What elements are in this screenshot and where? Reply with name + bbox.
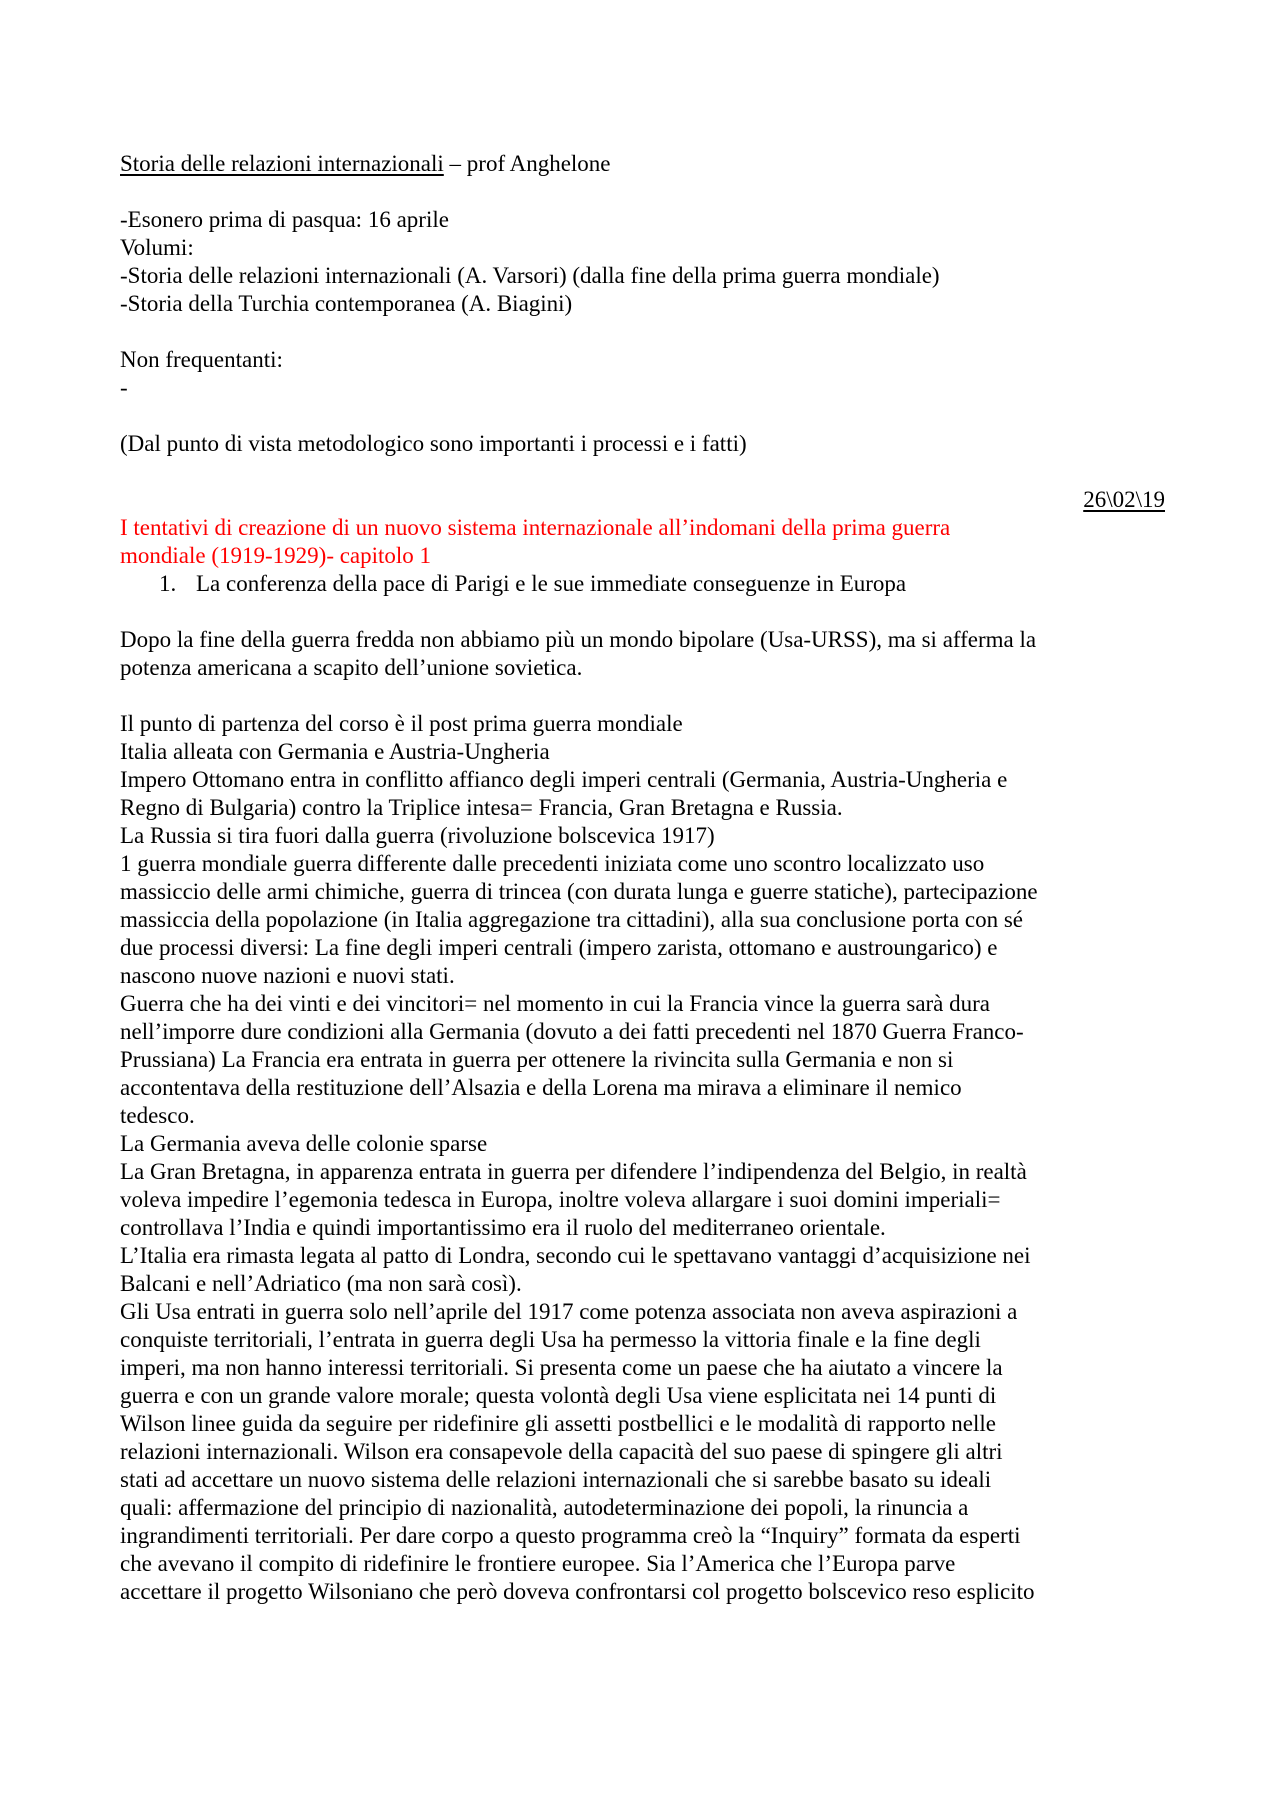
- body-line: conquiste territoriali, l’entrata in guerra degli Usa ha permesso la vittoria finale e la fine degli: [120, 1327, 981, 1352]
- body-line: Regno di Bulgaria) contro la Triplice intesa= Francia, Gran Bretagna e Russia.: [120, 795, 843, 820]
- section-number: 1.: [159, 571, 177, 596]
- body-line: Il punto di partenza del corso è il post prima guerra mondiale: [120, 711, 683, 736]
- section-heading: [120, 570, 1165, 598]
- body-line: Gli Usa entrati in guerra solo nell’aprile del 1917 come potenza associata non aveva aspirazioni a: [120, 1299, 1018, 1324]
- volume-item: -Storia delle relazioni internazionali (A. Varsori) (dalla fine della prima guerra mondiale): [120, 263, 940, 288]
- body-line: Prussiana) La Francia era entrata in guerra per ottenere la rivincita sulla Germania e non si: [120, 1047, 954, 1072]
- professor-name: – prof Anghelone: [443, 151, 611, 176]
- body-line: relazioni internazionali. Wilson era consapevole della capacità del suo paese di spingere gli altri: [120, 1439, 1003, 1464]
- body-line: Balcani e nell’Adriatico (ma non sarà così).: [120, 1271, 522, 1296]
- section-title: La conferenza della pace di Parigi e le sue immediate conseguenze in Europa: [196, 571, 907, 596]
- non-attending-dash: -: [120, 375, 128, 400]
- document-page: [120, 150, 1165, 1606]
- intro-paragraph-cont: potenza americana a scapito dell’unione sovietica.: [120, 655, 583, 680]
- body-line: La Gran Bretagna, in apparenza entrata in guerra per difendere l’indipendenza del Belgio, in realtà: [120, 1159, 1027, 1184]
- title-line: [120, 150, 1165, 178]
- body-line: guerra e con un grande valore morale; questa volontà degli Usa viene esplicitata nei 14 punti di: [120, 1383, 997, 1408]
- intro-paragraph: Dopo la fine della guerra fredda non abbiamo più un mondo bipolare (Usa-URSS), ma si afferma la: [120, 627, 1037, 652]
- body-line: La Russia si tira fuori dalla guerra (rivoluzione bolscevica 1917): [120, 823, 715, 848]
- body-line: Italia alleata con Germania e Austria-Ungheria: [120, 739, 550, 764]
- body-line: Wilson linee guida da seguire per ridefinire gli assetti postbellici e le modalità di rapporto nelle: [120, 1411, 996, 1436]
- volume-item: -Storia della Turchia contemporanea (A. Biagini): [120, 291, 573, 316]
- body-line: L’Italia era rimasta legata al patto di Londra, secondo cui le spettavano vantaggi d’acquisizione nei: [120, 1243, 1031, 1268]
- chapter-title: I tentativi di creazione di un nuovo sistema internazionale all’indomani della prima guerra: [120, 515, 951, 540]
- lesson-date: 26\02\19: [1083, 487, 1165, 512]
- chapter-title-cont: mondiale (1919-1929)- capitolo 1: [120, 543, 432, 568]
- body-line: nascono nuove nazioni e nuovi stati.: [120, 963, 455, 988]
- body-line: imperi, ma non hanno interessi territoriali. Si presenta come un paese che ha aiutato a vincere la: [120, 1355, 1003, 1380]
- body-line: tedesco.: [120, 1103, 195, 1128]
- date-row: [120, 486, 1165, 514]
- body-text: [120, 710, 1165, 1606]
- method-note: (Dal punto di vista metodologico sono importanti i processi e i fatti): [120, 431, 747, 456]
- body-line: controllava l’India e quindi importantissimo era il ruolo del mediterraneo orientale.: [120, 1215, 886, 1240]
- body-line: massiccia della popolazione (in Italia aggregazione tra cittadini), alla sua conclusione porta con sé: [120, 907, 1024, 932]
- body-line: La Germania aveva delle colonie sparse: [120, 1131, 488, 1156]
- non-attending-label: Non frequentanti:: [120, 347, 283, 372]
- body-line: ingrandimenti territoriali. Per dare corpo a questo programma creò la “Inquiry” formata da esperti: [120, 1523, 1021, 1548]
- course-title: Storia delle relazioni internazionali: [120, 151, 444, 176]
- body-line: che avevano il compito di ridefinire le frontiere europee. Sia l’America che l’Europa parve: [120, 1551, 956, 1576]
- body-line: accontentava della restituzione dell’Alsazia e della Lorena ma mirava a eliminare il nemico: [120, 1075, 962, 1100]
- body-line: Guerra che ha dei vinti e dei vincitori= nel momento in cui la Francia vince la guerra sarà dura: [120, 991, 991, 1016]
- body-line: Impero Ottomano entra in conflitto affianco degli imperi centrali (Germania, Austria-Ungheria e: [120, 767, 1008, 792]
- body-line: massiccio delle armi chimiche, guerra di trincea (con durata lunga e guerre statiche), partecipazione: [120, 879, 1038, 904]
- exam-note: -Esonero prima di pasqua: 16 aprile: [120, 207, 449, 232]
- body-line: quali: affermazione del principio di nazionalità, autodeterminazione dei popoli, la rinuncia a: [120, 1495, 969, 1520]
- body-line: 1 guerra mondiale guerra differente dalle precedenti iniziata come uno scontro localizzato uso: [120, 851, 985, 876]
- body-line: voleva impedire l’egemonia tedesca in Europa, inoltre voleva allargare i suoi domini imperiali=: [120, 1187, 1001, 1212]
- body-line: accettare il progetto Wilsoniano che però doveva confrontarsi col progetto bolscevico reso esplicito: [120, 1579, 1035, 1604]
- body-line: due processi diversi: La fine degli imperi centrali (impero zarista, ottomano e austroungarico) e: [120, 935, 998, 960]
- volumes-label: Volumi:: [120, 235, 194, 260]
- body-line: nell’imporre dure condizioni alla Germania (dovuto a dei fatti precedenti nel 1870 Guerra Franco-: [120, 1019, 1024, 1044]
- body-line: stati ad accettare un nuovo sistema delle relazioni internazionali che si sarebbe basato su ideali: [120, 1467, 992, 1492]
